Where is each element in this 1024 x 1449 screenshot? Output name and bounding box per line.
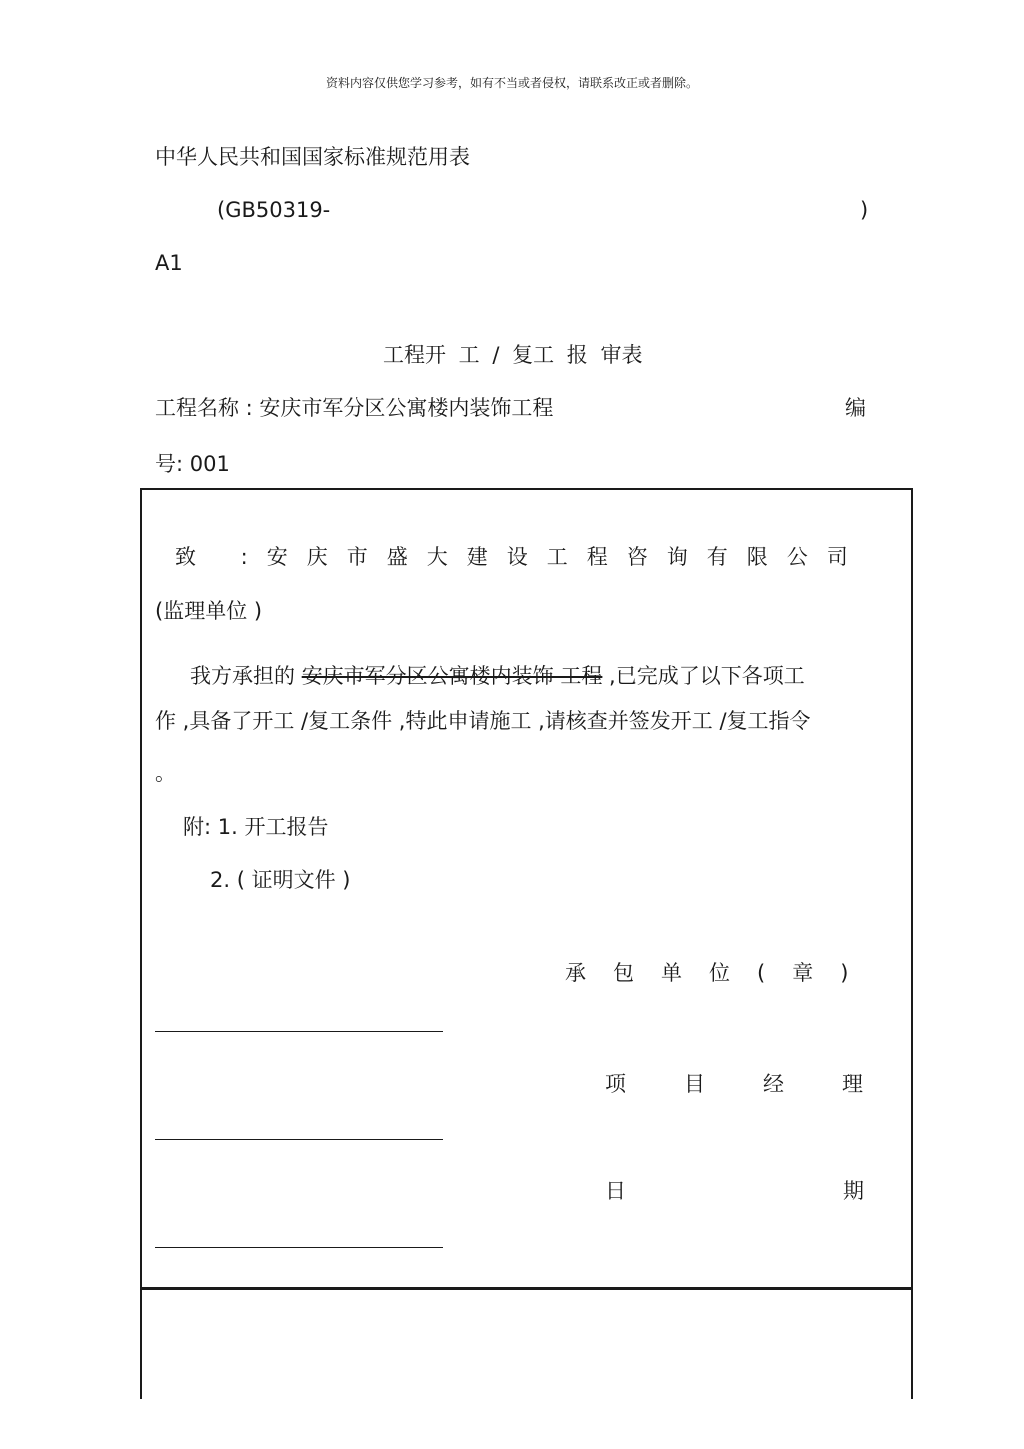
standard-code-close: ) — [860, 198, 869, 222]
project-manager-label: 项目经理 — [605, 1072, 921, 1096]
table-number: A1 — [155, 251, 183, 275]
date-label-left: 日 — [605, 1179, 626, 1203]
standard-title: 中华人民共和国国家标准规范用表 — [155, 145, 470, 169]
date-signature-line[interactable] — [155, 1247, 443, 1248]
body-paragraph-line3: 。 — [155, 761, 176, 785]
body-lead: 我方承担的 — [190, 664, 302, 688]
contractor-signature-line[interactable] — [155, 1031, 443, 1032]
project-manager-signature-line[interactable] — [155, 1139, 443, 1140]
date-label-right: 期 — [843, 1179, 864, 1203]
disclaimer-header: 资料内容仅供您学习参考，如有不当或者侵权，请联系改正或者删除。 — [325, 76, 698, 90]
body-project-struck: 安庆市军分区公寓楼内装饰 工程 — [301, 664, 603, 688]
form-lower-box — [140, 1287, 913, 1399]
serial-label-part1: 编 — [845, 396, 866, 420]
body-paragraph-line2: 作 ,具备了开工 /复工条件 ,特此申请施工 ,请核查并签发开工 /复工指令 — [155, 709, 811, 733]
body-tail: ,已完成了以下各项工 — [602, 664, 805, 688]
project-name: 工程名称 : 安庆市军分区公寓楼内装饰工程 — [155, 396, 554, 420]
body-paragraph-line1 — [190, 660, 805, 690]
attachment-item-2: 2. ( 证明文件 ) — [210, 868, 351, 892]
addressee-line: 致 :安庆市盛大建设工程咨询有限公司 — [175, 545, 867, 569]
contractor-label: 承包单位(章) — [565, 961, 876, 985]
form-title: 工程开 工 / 复工 报 审表 — [383, 343, 643, 367]
attachment-item-1: 附: 1. 开工报告 — [183, 815, 329, 839]
standard-code-open: (GB50319- — [217, 198, 331, 222]
addressee-role: (监理单位 ) — [155, 599, 263, 623]
serial-number: 号: 001 — [155, 452, 230, 476]
